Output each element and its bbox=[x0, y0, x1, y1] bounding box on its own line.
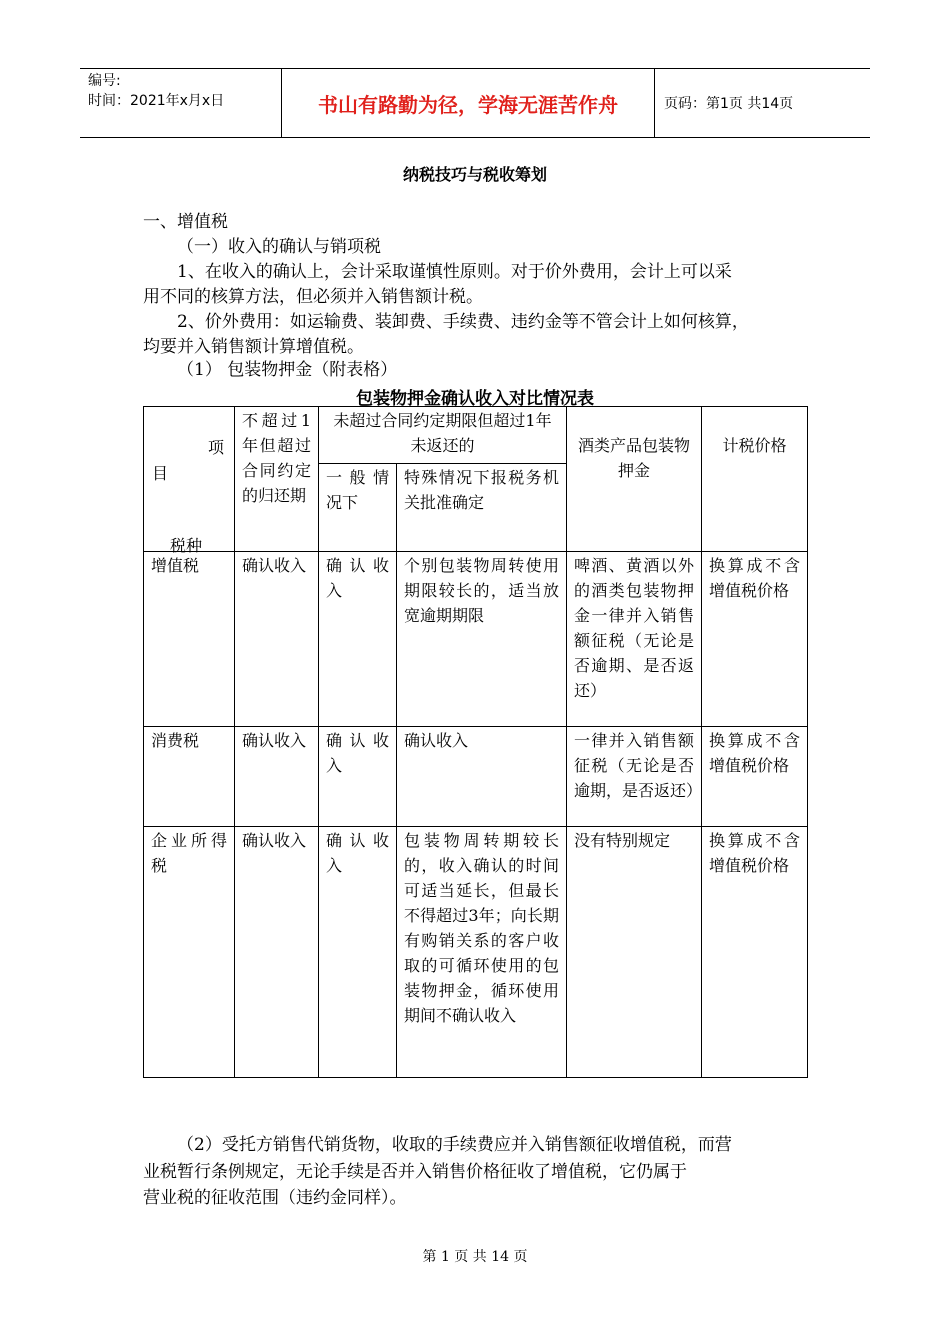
cell-price: 换算成不含增值税价格 bbox=[702, 552, 808, 727]
cell-tax: 增值税 bbox=[144, 552, 235, 727]
cell-tax: 消费税 bbox=[144, 727, 235, 827]
paragraph-line: 均要并入销售额计算增值税。 bbox=[143, 337, 364, 357]
cell-wine: 没有特别规定 bbox=[567, 827, 702, 1078]
cell-not-exceed: 确认收入 bbox=[235, 727, 319, 827]
subsection-heading: （一）收入的确认与销项税 bbox=[177, 237, 381, 257]
cell-wine: 一律并入销售额征税（无论是否逾期，是否返还） bbox=[567, 727, 702, 827]
header-price: 计税价格 bbox=[702, 407, 808, 552]
cell-tax: 企业所得税 bbox=[144, 827, 235, 1078]
header-number-label: 编号: bbox=[88, 73, 121, 89]
paragraph-line: 1、在收入的确认上，会计采取谨慎性原则。对于价外费用，会计上可以采 bbox=[177, 262, 732, 282]
paragraph-line: （2）受托方销售代销货物，收取的手续费应并入销售额征收增值税，而营 bbox=[177, 1135, 732, 1155]
header-item-label: 项 bbox=[207, 438, 224, 457]
cell-wine: 啤酒、黄酒以外的酒类包装物押金一律并入销售额征税（无论是否逾期、是否返还） bbox=[567, 552, 702, 727]
cell-general: 确认收入 bbox=[319, 727, 397, 827]
header-special: 特殊情况下报税务机关批准确定 bbox=[397, 464, 567, 552]
table-row bbox=[144, 827, 808, 1078]
header-not-exceed: 不超过1年但超过合同约定的归还期 bbox=[235, 407, 319, 552]
header-wine: 酒类产品包装物押金 bbox=[567, 407, 702, 552]
header-general: 一般情况下 bbox=[319, 464, 397, 552]
header-page-info: 页码：第1页 共14页 bbox=[664, 96, 794, 112]
table-header-row bbox=[144, 407, 808, 464]
paragraph-line: 用不同的核算方法，但必须并入销售额计税。 bbox=[143, 287, 483, 307]
cell-special: 确认收入 bbox=[397, 727, 567, 827]
header-motto: 书山有路勤为径，学海无涯苦作舟 bbox=[282, 69, 655, 137]
table-caption: 包装物押金确认收入对比情况表 bbox=[356, 389, 594, 409]
cell-price: 换算成不含增值税价格 bbox=[702, 727, 808, 827]
page-header bbox=[80, 68, 870, 138]
cell-not-exceed: 确认收入 bbox=[235, 552, 319, 727]
page-footer: 第 1 页 共 14 页 bbox=[422, 1249, 528, 1265]
header-group: 未超过合同约定期限但超过1年未返还的 bbox=[319, 407, 567, 464]
cell-special: 个别包装物周转使用期限较长的，适当放宽逾期期限 bbox=[397, 552, 567, 727]
cell-price: 换算成不含增值税价格 bbox=[702, 827, 808, 1078]
header-time-label: 时间：2021年x月x日 bbox=[88, 93, 225, 109]
paragraph-line: 2、价外费用：如运输费、装卸费、手续费、违约金等不管会计上如何核算， bbox=[177, 312, 749, 332]
document-title: 纳税技巧与税收筹划 bbox=[402, 165, 547, 184]
header-meta bbox=[80, 69, 282, 137]
paragraph-line: 营业税的征收范围（违约金同样）。 bbox=[143, 1188, 407, 1208]
table-row bbox=[144, 727, 808, 827]
cell-not-exceed: 确认收入 bbox=[235, 827, 319, 1078]
section-heading: 一、增值税 bbox=[143, 212, 228, 232]
table-row bbox=[144, 552, 808, 727]
paragraph-line: 业税暂行条例规定，无论手续是否并入销售价格征收了增值税，它仍属于 bbox=[143, 1162, 687, 1182]
diagonal-header-cell bbox=[144, 407, 235, 555]
cell-general: 确认收入 bbox=[319, 827, 397, 1078]
cell-special: 包装物周转期较长的，收入确认的时间可适当延长，但最长不得超过3年；向长期有购销关系的客户收取的可循环使用的包装物押金，循环使用期间不确认收入 bbox=[397, 827, 567, 1078]
header-item-label: 目 bbox=[152, 464, 169, 483]
header-tax-label: 税种 bbox=[170, 536, 203, 555]
paragraph-line: （1） 包装物押金（附表格） bbox=[177, 360, 398, 380]
cell-general: 确认收入 bbox=[319, 552, 397, 727]
deposit-comparison-table bbox=[143, 406, 808, 1078]
